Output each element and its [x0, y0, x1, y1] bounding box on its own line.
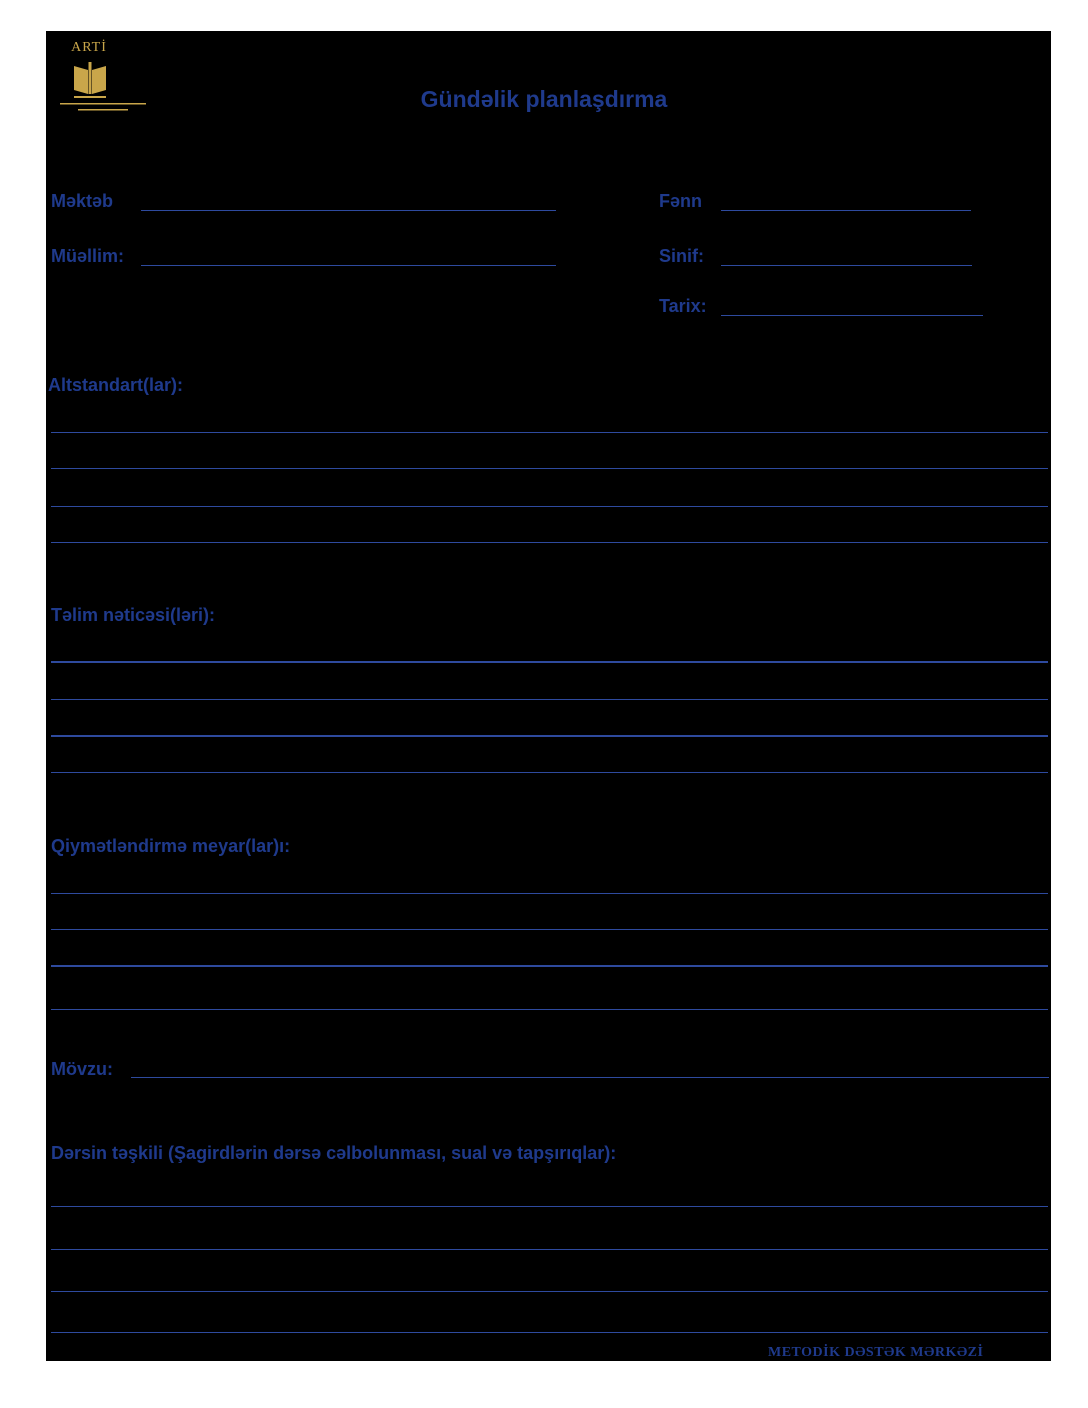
- criteria-line-2[interactable]: [51, 929, 1048, 930]
- outcomes-line-3[interactable]: [51, 735, 1048, 737]
- substandards-line-3[interactable]: [51, 506, 1048, 507]
- outcomes-label: Təlim nəticəsi(ləri):: [51, 605, 216, 625]
- teacher-label: Müəllim:: [51, 246, 125, 266]
- criteria-line-3[interactable]: [51, 965, 1048, 967]
- criteria-line-4[interactable]: [51, 1009, 1048, 1010]
- topic-label: Mövzu:: [51, 1059, 113, 1079]
- grade-label: Sinif:: [659, 246, 704, 266]
- substandards-line-2[interactable]: [51, 468, 1048, 469]
- outcomes-line-1[interactable]: [51, 661, 1048, 663]
- footer-center-name: METODİK DƏSTƏK MƏRKƏZİ: [768, 1345, 984, 1360]
- criteria-label: Qiymətləndirmə meyar(lar)ı:: [51, 836, 291, 856]
- criteria-line-1[interactable]: [51, 893, 1048, 894]
- substandards-line-1[interactable]: [51, 432, 1048, 433]
- school-field[interactable]: [141, 210, 556, 211]
- organization-line-4[interactable]: [51, 1332, 1048, 1333]
- outcomes-line-4[interactable]: [51, 772, 1048, 773]
- logo-wordmark: ARTİ: [71, 40, 107, 55]
- grade-field[interactable]: [721, 265, 972, 266]
- page-title: Gündəlik planlaşdırma: [420, 86, 668, 112]
- organization-line-1[interactable]: [51, 1206, 1048, 1207]
- subject-label: Fənn: [659, 191, 702, 211]
- organization-label: Dərsin təşkili (Şagirdlərin dərsə cəlbolunması, sual və tapşırıqlar):: [51, 1143, 617, 1163]
- school-label: Məktəb: [51, 191, 114, 211]
- subject-field[interactable]: [721, 210, 971, 211]
- outcomes-line-2[interactable]: [51, 699, 1048, 700]
- topic-field[interactable]: [131, 1077, 1049, 1078]
- substandards-line-4[interactable]: [51, 542, 1048, 543]
- date-label: Tarix:: [659, 296, 707, 316]
- substandards-label: Altstandart(lar):: [48, 375, 184, 395]
- date-field[interactable]: [721, 315, 983, 316]
- teacher-field[interactable]: [141, 265, 556, 266]
- organization-line-3[interactable]: [51, 1291, 1048, 1292]
- organization-line-2[interactable]: [51, 1249, 1048, 1250]
